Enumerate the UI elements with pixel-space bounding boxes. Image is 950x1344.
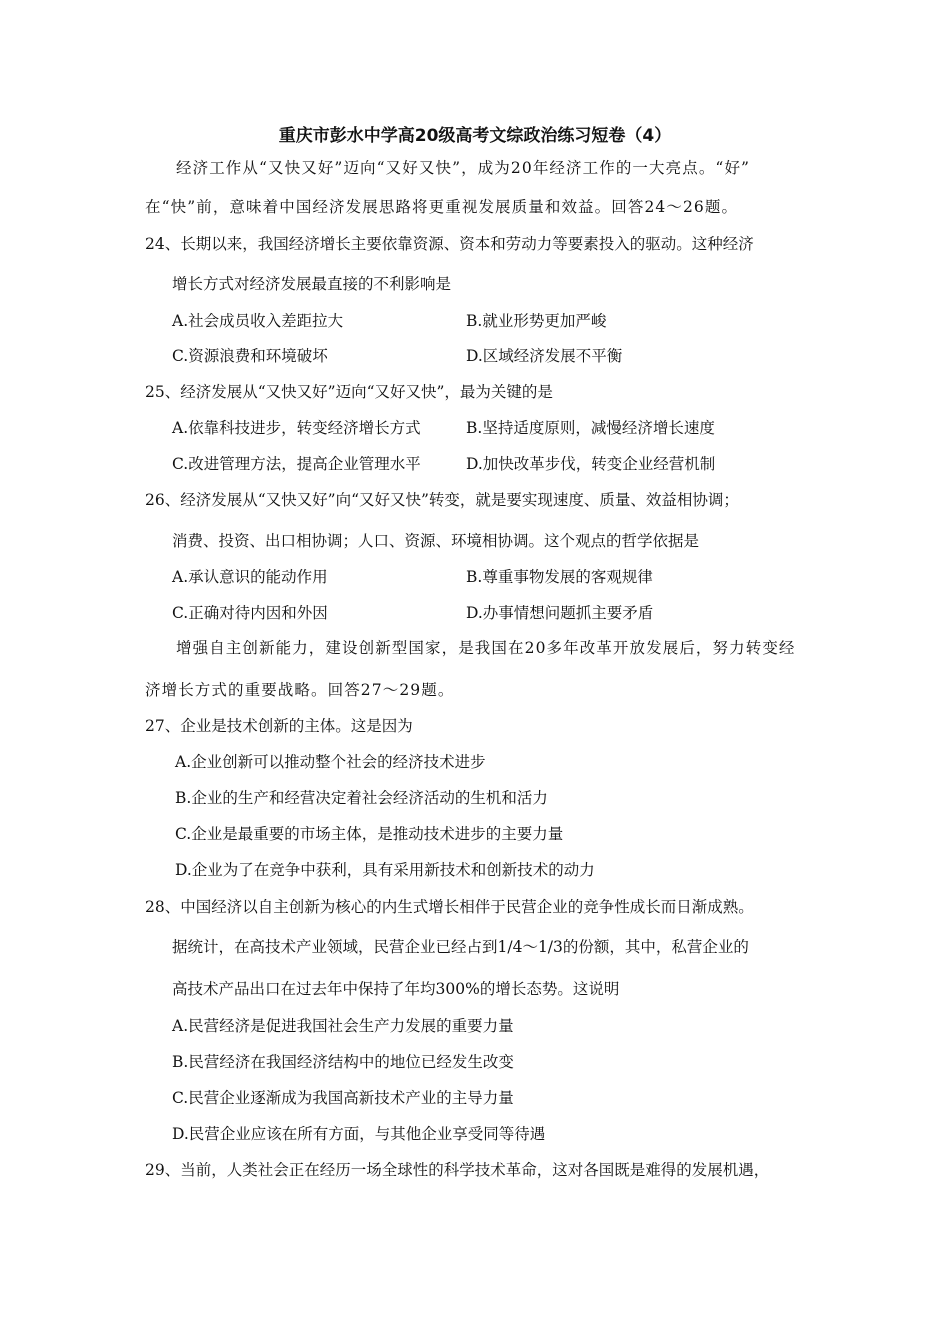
q26-option-d: D.办事情想问题抓主要矛盾 (466, 604, 654, 622)
q28-stem-line-1: 28、中国经济以自主创新为核心的内生式增长相伴于民营企业的竞争性成长而日渐成熟。 (145, 898, 754, 916)
intro-2-line-1: 增强自主创新能力，建设创新型国家，是我国在20多年改革开放发展后，努力转变经 (176, 639, 796, 657)
q25-option-a: A.依靠科技进步，转变经济增长方式 (172, 419, 421, 437)
q28-stem-line-3: 高技术产品出口在过去年中保持了年均300%的增长态势。这说明 (172, 980, 620, 998)
q24-option-b: B.就业形势更加严峻 (466, 312, 607, 330)
q25-stem-line-1: 25、经济发展从“又快又好”迈向“又好又快”，最为关键的是 (145, 383, 553, 401)
intro-1-line-1: 经济工作从“又快又好”迈向“又好又快”，成为20年经济工作的一大亮点。“好” (176, 159, 751, 177)
q24-option-c: C.资源浪费和环境破坏 (172, 347, 328, 365)
q25-option-c: C.改进管理方法，提高企业管理水平 (172, 455, 421, 473)
q27-option-b: B.企业的生产和经营决定着社会经济活动的生机和活力 (175, 789, 548, 807)
intro-1-line-2: 在“快”前，意味着中国经济发展思路将更重视发展质量和效益。回答24～26题。 (145, 198, 739, 216)
q26-option-c: C.正确对待内因和外因 (172, 604, 328, 622)
q29-stem-line-1: 29、当前，人类社会正在经历一场全球性的科学技术革命，这对各国既是难得的发展机遇， (145, 1161, 770, 1179)
q27-option-c: C.企业是最重要的市场主体，是推动技术进步的主要力量 (175, 825, 564, 843)
q24-stem-line-1: 24、长期以来，我国经济增长主要依靠资源、资本和劳动力等要素投入的驱动。这种经济 (145, 235, 754, 253)
q27-option-d: D.企业为了在竞争中获利，具有采用新技术和创新技术的动力 (175, 861, 595, 879)
q28-option-b: B.民营经济在我国经济结构中的地位已经发生改变 (172, 1053, 514, 1071)
q26-option-b: B.尊重事物发展的客观规律 (466, 568, 653, 586)
q28-option-d: D.民营企业应该在所有方面，与其他企业享受同等待遇 (172, 1125, 546, 1143)
q25-option-b: B.坚持适度原则，减慢经济增长速度 (466, 419, 715, 437)
intro-2-line-2: 济增长方式的重要战略。回答27～29题。 (145, 681, 455, 699)
q24-stem-line-2: 增长方式对经济发展最直接的不利影响是 (172, 275, 452, 293)
q26-stem-line-1: 26、经济发展从“又快又好”向“又好又快”转变，就是要实现速度、质量、效益相协调； (145, 491, 739, 509)
q24-option-d: D.区域经济发展不平衡 (466, 347, 623, 365)
q25-option-d: D.加快改革步伐，转变企业经营机制 (466, 455, 716, 473)
q28-stem-line-2: 据统计，在高技术产业领域，民营企业已经占到1/4～1/3的份额，其中，私营企业的 (172, 938, 749, 956)
q27-stem-line-1: 27、企业是技术创新的主体。这是因为 (145, 717, 413, 735)
q27-option-a: A.企业创新可以推动整个社会的经济技术进步 (175, 753, 486, 771)
q26-stem-line-2: 消费、投资、出口相协调；人口、资源、环境相协调。这个观点的哲学依据是 (172, 532, 700, 550)
q28-option-c: C.民营企业逐渐成为我国高新技术产业的主导力量 (172, 1089, 514, 1107)
q24-option-a: A.社会成员收入差距拉大 (172, 312, 344, 330)
q28-option-a: A.民营经济是促进我国社会生产力发展的重要力量 (172, 1017, 514, 1035)
q26-option-a: A.承认意识的能动作用 (172, 568, 328, 586)
page-title: 重庆市彭水中学高20级高考文综政治练习短卷（4） (278, 126, 672, 146)
